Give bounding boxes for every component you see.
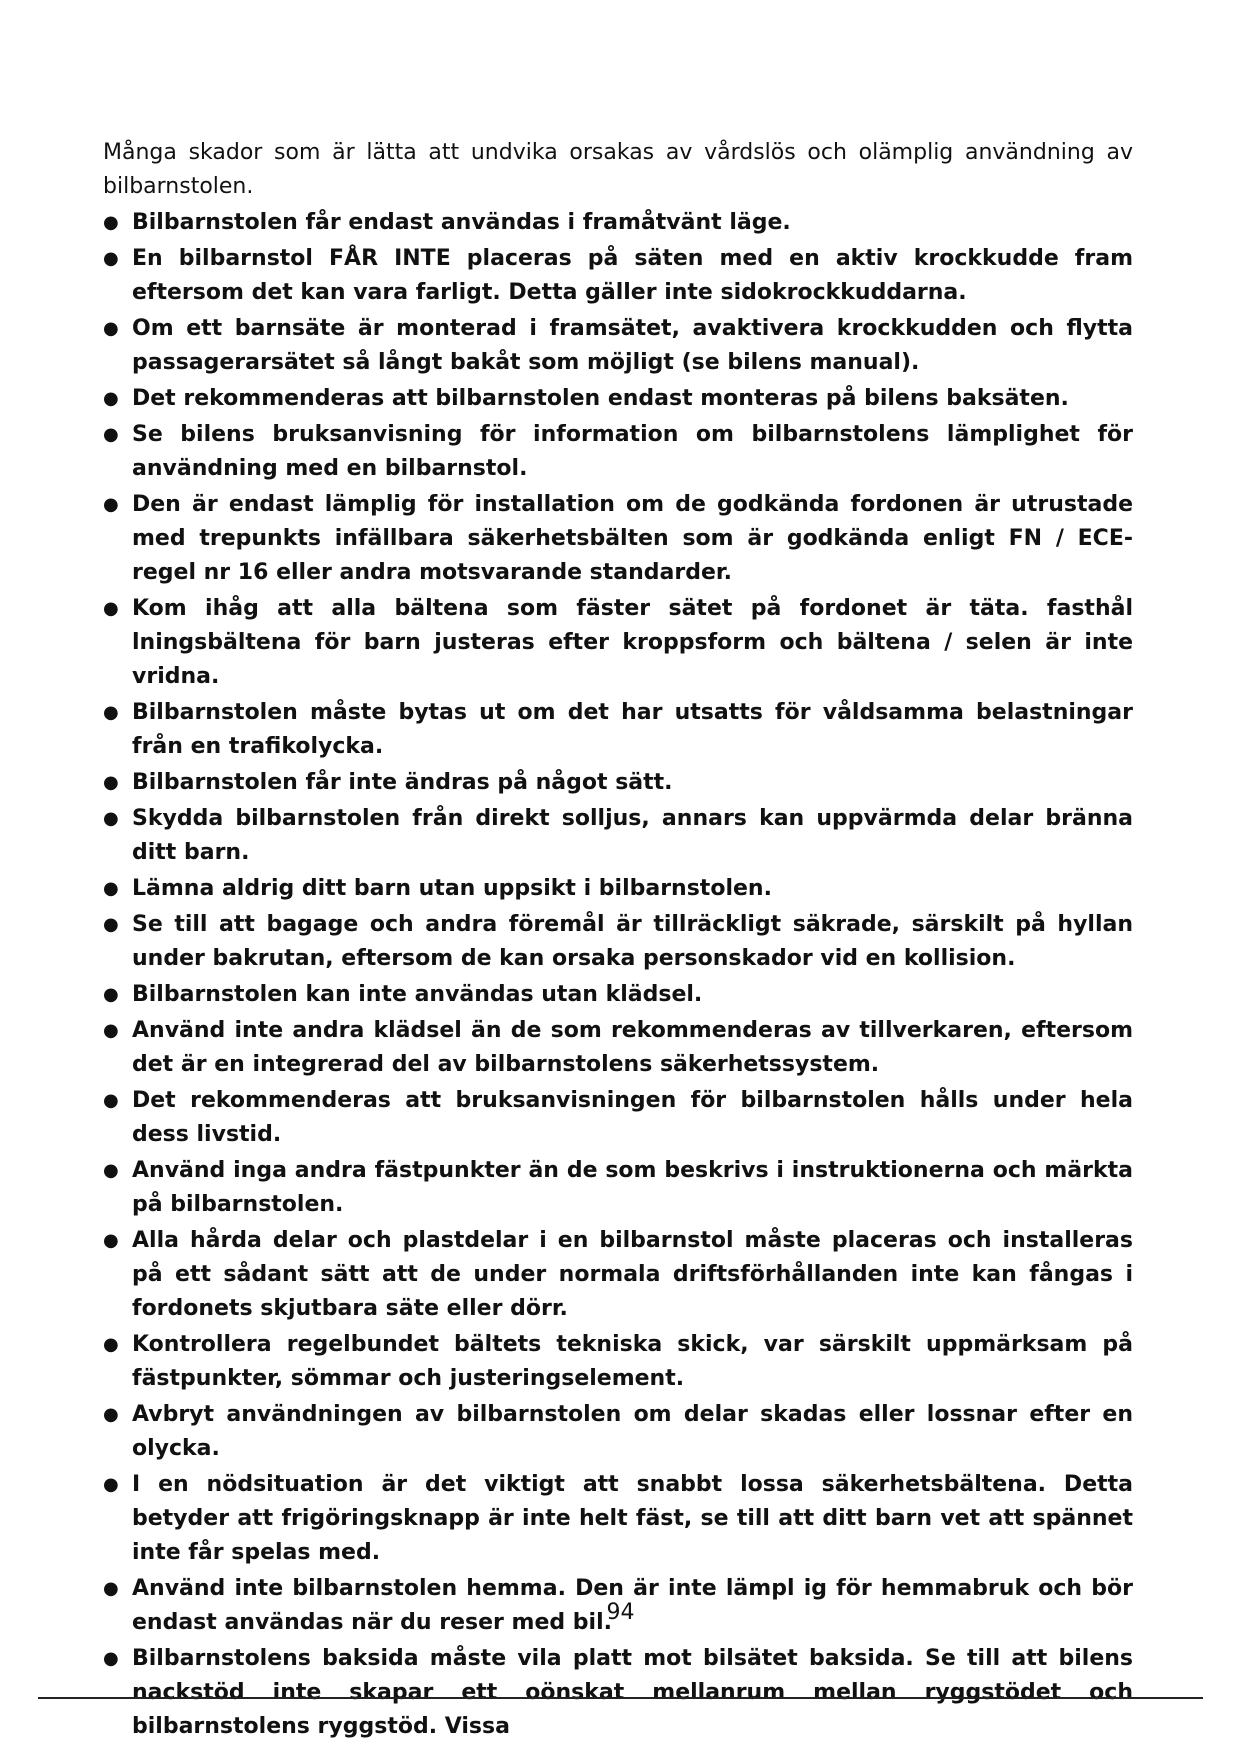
footer-divider (38, 1697, 1203, 1699)
list-item-text: Den är endast lämplig för installation om de godkända fordonen är utrustade med trepunkts infällbara säkerhetsbälten som är godkända enligt FN / ECE-regel nr 16 eller andra motsvarande standarder. (132, 492, 1133, 585)
list-item (103, 242, 1133, 310)
list-item-text: Det rekommenderas att bruksanvisningen för bilbarnstolen hålls under hela dess livstid. (132, 1088, 1133, 1147)
list-item-text: Lämna aldrig ditt barn utan uppsikt i bilbarnstolen. (132, 876, 772, 901)
list-item (103, 1084, 1133, 1152)
bullet-icon: ● (103, 808, 119, 829)
list-item (103, 592, 1133, 694)
list-item (103, 872, 1133, 906)
bullet-icon: ● (103, 702, 119, 723)
list-item-text: Använd inga andra fästpunkter än de som beskrivs i instruktionerna och märkta på bilbarnstolen. (132, 1158, 1133, 1217)
bullet-icon: ● (103, 598, 119, 619)
bullet-icon: ● (103, 1404, 119, 1425)
list-item-text: En bilbarnstol FÅR INTE placeras på säten med en aktiv krockkudde fram eftersom det kan vara farligt. Detta gäller inte sidokrockkuddarna. (132, 246, 1133, 305)
bullet-icon: ● (103, 878, 119, 899)
list-item (103, 206, 1133, 240)
safety-list (103, 206, 1133, 1744)
list-item-text: Bilbarnstolen kan inte användas utan klädsel. (132, 982, 703, 1007)
list-item-text: Kontrollera regelbundet bältets tekniska skick, var särskilt uppmärksam på fästpunkter, sömmar och justeringselement. (132, 1332, 1133, 1391)
list-item (103, 908, 1133, 976)
page-content (103, 136, 1133, 1744)
bullet-icon: ● (103, 424, 119, 445)
list-item-text: Bilbarnstolen får inte ändras på något sätt. (132, 770, 673, 795)
list-item (103, 1224, 1133, 1326)
bullet-icon: ● (103, 318, 119, 339)
list-item (103, 696, 1133, 764)
bullet-icon: ● (103, 388, 119, 409)
list-item-text: Bilbarnstolen måste bytas ut om det har utsatts för våldsamma belastningar från en trafikolycka. (132, 700, 1133, 759)
list-item (103, 382, 1133, 416)
bullet-icon: ● (103, 1334, 119, 1355)
list-item-text: Bilbarnstolen får endast användas i framåtvänt läge. (132, 210, 791, 235)
list-item (103, 1642, 1133, 1744)
list-item (103, 978, 1133, 1012)
list-item (103, 802, 1133, 870)
bullet-icon: ● (103, 772, 119, 793)
bullet-icon: ● (103, 1474, 119, 1495)
list-item-text: Avbryt användningen av bilbarnstolen om delar skadas eller lossnar efter en olycka. (132, 1402, 1133, 1461)
bullet-icon: ● (103, 984, 119, 1005)
list-item-text: Se till att bagage och andra föremål är tillräckligt säkrade, särskilt på hyllan under bakrutan, eftersom de kan orsaka personskador vid en kollision. (132, 912, 1133, 971)
bullet-icon: ● (103, 212, 119, 233)
list-item (103, 418, 1133, 486)
list-item-text: Kom ihåg att alla bältena som fäster sätet på fordonet är täta. fasthål lningsbältena för barn justeras efter kroppsform och bältena / selen är inte vridna. (132, 596, 1133, 689)
bullet-icon: ● (103, 494, 119, 515)
bullet-icon: ● (103, 1160, 119, 1181)
list-item (103, 1328, 1133, 1396)
list-item-text: Det rekommenderas att bilbarnstolen endast monteras på bilens baksäten. (132, 386, 1069, 411)
list-item (103, 766, 1133, 800)
list-item (103, 1398, 1133, 1466)
list-item (103, 1014, 1133, 1082)
list-item (103, 1154, 1133, 1222)
intro-paragraph: Många skador som är lätta att undvika orsakas av vårdslös och olämplig användning av bilbarnstolen. (103, 140, 1133, 199)
list-item-text: Använd inte andra klädsel än de som rekommenderas av tillverkaren, eftersom det är en integrerad del av bilbarnstolens säkerhetssystem. (132, 1018, 1133, 1077)
list-item (103, 1468, 1133, 1570)
list-item-text: Skydda bilbarnstolen från direkt solljus, annars kan uppvärmda delar bränna ditt barn. (132, 806, 1133, 865)
list-item (103, 312, 1133, 380)
bullet-icon: ● (103, 1648, 119, 1669)
page-number: 94 (606, 1600, 635, 1625)
list-item-text: Om ett barnsäte är monterad i framsätet, avaktivera krockkudden och flytta passagerarsätet så långt bakåt som möjligt (se bilens manual). (132, 316, 1133, 375)
list-item (103, 488, 1133, 590)
list-item-text: Bilbarnstolens baksida måste vila platt mot bilsätet baksida. Se till att bilens nackstöd inte skapar ett oönskat mellanrum mellan ryggstödet och bilbarnstolens ryggstöd. Vissa (132, 1646, 1133, 1739)
bullet-icon: ● (103, 1090, 119, 1111)
bullet-icon: ● (103, 248, 119, 269)
list-item-text: Alla hårda delar och plastdelar i en bilbarnstol måste placeras och installeras på ett sådant sätt att de under normala driftsförhållanden inte kan fångas i fordonets skjutbara säte eller dörr. (132, 1228, 1133, 1321)
list-item-text: I en nödsituation är det viktigt att snabbt lossa säkerhetsbältena. Detta betyder att frigöringsknapp är inte helt fäst, se till att ditt barn vet att spännet inte får spelas med. (132, 1472, 1133, 1565)
list-item-text: Se bilens bruksanvisning för information om bilbarnstolens lämplighet för användning med en bilbarnstol. (132, 422, 1133, 481)
bullet-icon: ● (103, 914, 119, 935)
bullet-icon: ● (103, 1578, 119, 1599)
bullet-icon: ● (103, 1020, 119, 1041)
bullet-icon: ● (103, 1230, 119, 1251)
list-item-text: Använd inte bilbarnstolen hemma. Den är inte lämpl ig för hemmabruk och bör endast användas när du reser med bil. (132, 1576, 1133, 1635)
